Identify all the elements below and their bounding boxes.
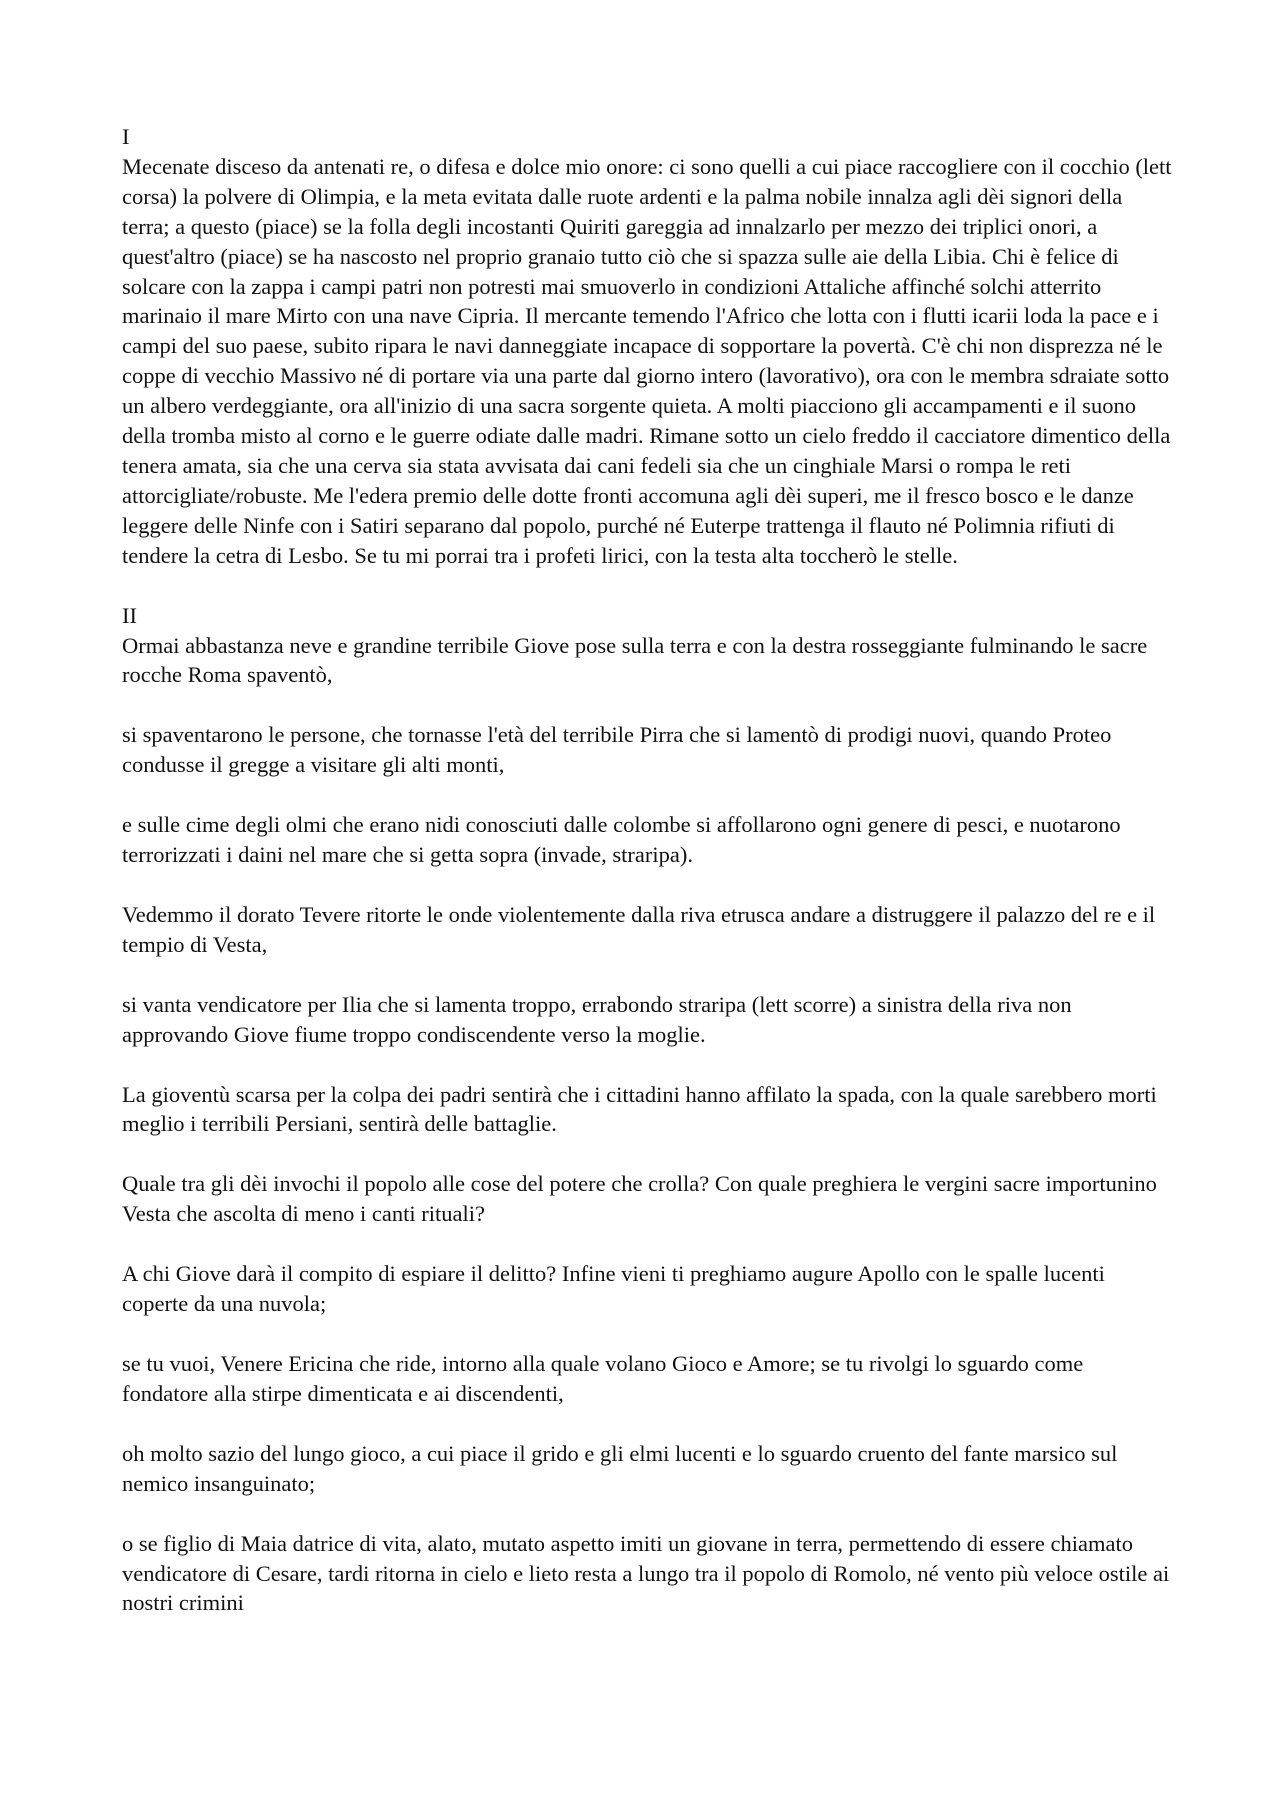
paragraph: si spaventarono le persone, che tornasse l'età del terribile Pirra che si lamentò di prodigi nuovi, quando Proteo condusse il gregge a visitare gli alti monti, xyxy=(122,722,1112,778)
paragraph: Vedemmo il dorato Tevere ritorte le onde violentemente dalla riva etrusca andare a distruggere il palazzo del re e il tempio di Vesta, xyxy=(122,901,1156,957)
paragraph: si vanta vendicatore per Ilia che si lamenta troppo, errabondo straripa (lett scorre) a sinistra della riva non approvando Giove fiume troppo condiscendente verso la moglie. xyxy=(122,991,1072,1047)
paragraph: se tu vuoi, Venere Ericina che ride, intorno alla quale volano Gioco e Amore; se tu rivolgi lo sguardo come fondatore alla stirpe dimenticata e ai discendenti, xyxy=(122,1351,1084,1406)
paragraph: o se figlio di Maia datrice di vita, alato, mutato aspetto imiti un giovane in terra, permettendo di essere chiamato vendicatore di Cesare, tardi ritorna in cielo e lieto resta a lungo tra il popolo di Romolo, né vento più veloce ostile ai nostri crimini xyxy=(122,1530,1170,1616)
section-one xyxy=(122,122,1172,571)
paragraph: Mecenate disceso da antenati re, o difesa e dolce mio onore: ci sono quelli a cui piace raccogliere con il cocchio (lett corsa) la polvere di Olimpia, e la meta evitata dalle ruote ardenti e la palma nobile innalza agli dèi signori della terra; a questo (piace) se la folla degli incostanti Quiriti gareggia ad innalzarlo per mezzo dei triplici onori, a quest'altro (piace) se ha nascosto nel proprio granaio tutto ciò che si spazza sulle aie della Libia. Chi è felice di solcare con la zappa i campi patri non potresti mai smuoverlo in condizioni Attaliche affinché solchi atterrito marinaio il mare Mirto con una nave Cipria. Il mercante temendo l'Africo che lotta con i flutti icarii loda la pace e i campi del suo paese, subito ripara le navi danneggiate incapace di sopportare la povertà. C'è chi non disprezza né le coppe di vecchio Massivo né di portare via una parte dal giorno intero (lavorativo), ora con le membra sdraiate sotto un albero verdeggiante, ora all'inizio di una sacra sorgente quieta. A molti piacciono gli accampamenti e il suono della tromba misto al corno e le guerre odiate dalle madri. Rimane sotto un cielo freddo il cacciatore dimentico della tenera amata, sia che una cerva sia stata avvisata dai cani fedeli sia che un cinghiale Marsi o rompa le reti attorcigliate/robuste. Me l'edera premio delle dotte fronti accomuna agli dèi superi, me il fresco bosco e le danze leggere delle Ninfe con i Satiri separano dal popolo, purché né Euterpe trattenga il flauto né Polimnia rifiuti di tendere la cetra di Lesbo. Se tu mi porrai tra i profeti lirici, con la testa alta toccherò le stelle. xyxy=(122,153,1172,568)
paragraph: A chi Giove darà il compito di espiare il delitto? Infine vieni ti preghiamo augure Apollo con le spalle lucenti coperte da una nuvola; xyxy=(122,1261,1105,1317)
section-heading: II xyxy=(122,602,137,628)
document-page xyxy=(122,122,1172,1618)
paragraph: oh molto sazio del lungo gioco, a cui piace il grido e gli elmi lucenti e lo sguardo cruento del fante marsico sul nemico insanguinato; xyxy=(122,1440,1118,1496)
paragraph: e sulle cime degli olmi che erano nidi conosciuti dalle colombe si affollarono ogni genere di pesci, e nuotarono terrorizzati i daini nel mare che si getta sopra (invade, straripa). xyxy=(122,812,1121,868)
section-heading: I xyxy=(122,124,130,149)
section-two xyxy=(122,601,1172,1619)
paragraph: Ormai abbastanza neve e grandine terribile Giove pose sulla terra e con la destra rosseggiante fulminando le sacre rocche Roma spaventò, xyxy=(122,632,1148,688)
paragraph: La gioventù scarsa per la colpa dei padri sentirà che i cittadini hanno affilato la spada, con la quale sarebbero morti meglio i terribili Persiani, sentirà delle battaglie. xyxy=(122,1081,1157,1137)
paragraph: Quale tra gli dèi invochi il popolo alle cose del potere che crolla? Con quale preghiera le vergini sacre importunino Vesta che ascolta di meno i canti rituali? xyxy=(122,1171,1157,1227)
